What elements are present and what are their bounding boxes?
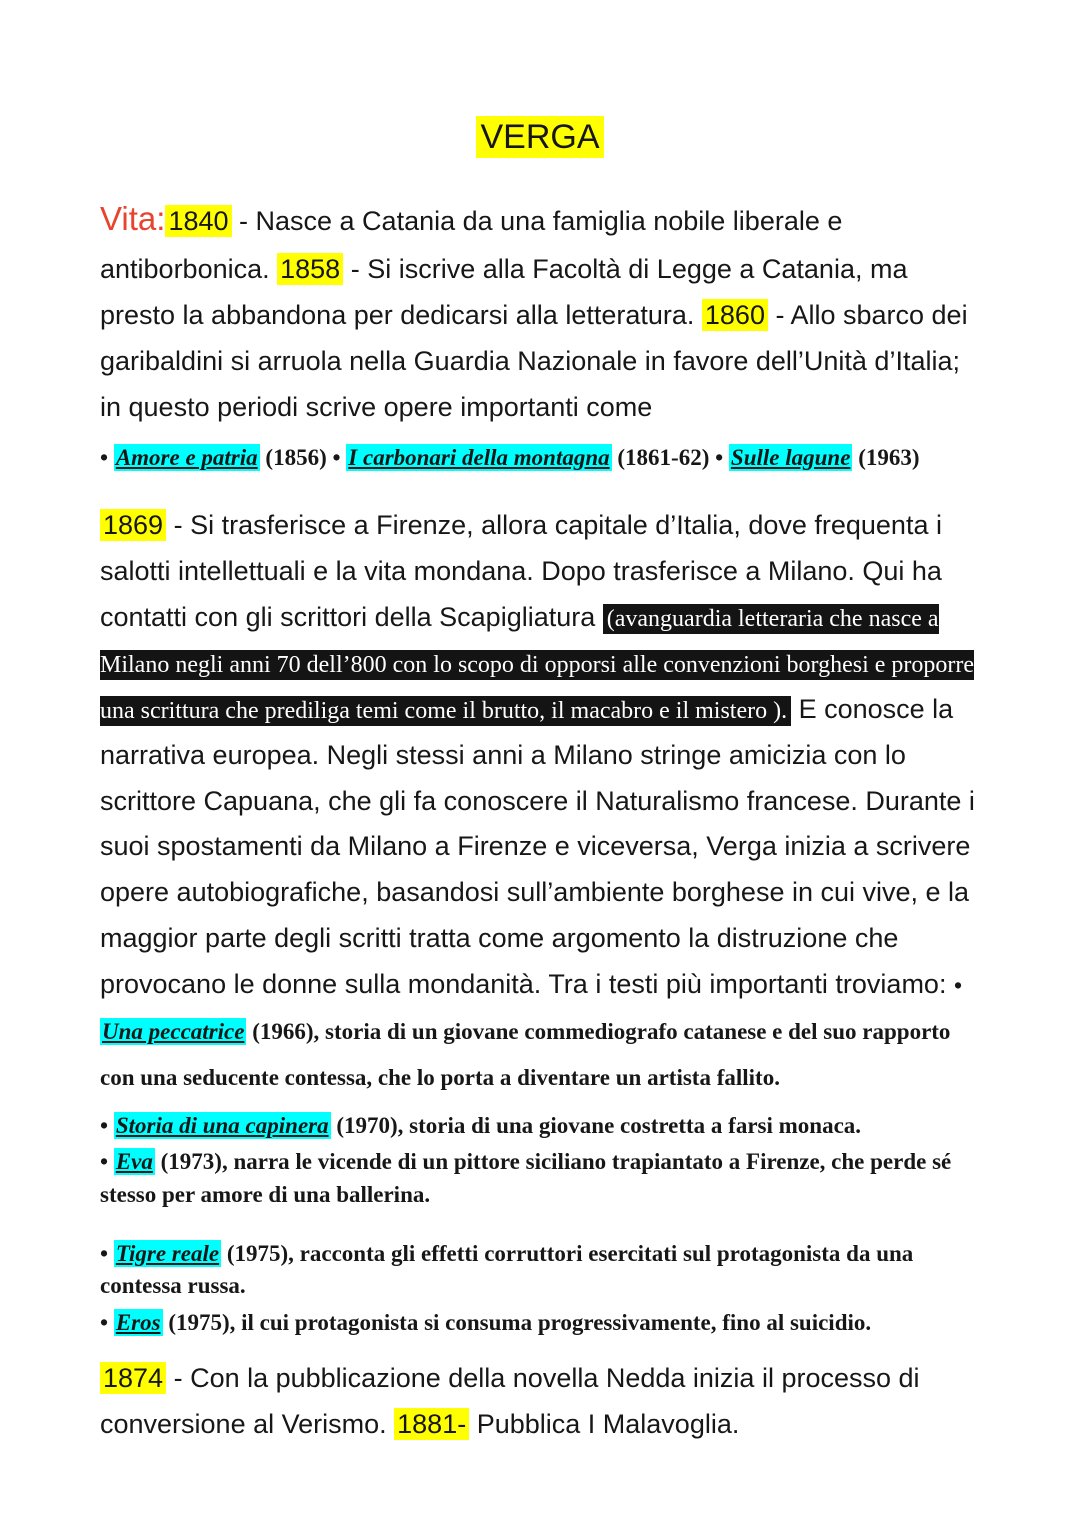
detail-text: (1975), racconta gli effetti corruttori esercitati sul protagonista da una contessa russa.	[100, 1240, 914, 1299]
work-title-highlight: Tigre reale	[115, 1240, 220, 1266]
detail-text: (1975), il cui protagonista si consuma progressivamente, fino al suicidio.	[162, 1310, 872, 1336]
work-title-highlight: Eva	[115, 1149, 153, 1175]
body-text: Pubblica I Malavoglia.	[469, 1408, 740, 1439]
paragraph-vita	[100, 191, 980, 431]
year-highlight: 1840	[165, 205, 231, 237]
work-title-highlight: Una peccatrice	[102, 1018, 245, 1044]
bullet-eva	[100, 1146, 980, 1211]
year-highlight: 1860	[702, 299, 768, 331]
body-text: - Nasce a Catania da una famiglia nobile liberale e antiborbonica.	[100, 206, 843, 285]
early-works-list	[100, 441, 980, 476]
body-text: E conosce la narrativa europea. Negli stessi anni a Milano stringe amicizia con lo scrittore Capuana, che gli fa conoscere il Naturalismo francese. Durante i suoi spostamenti da Milano a Firenze e viceversa, Verga inizia a scrivere opere autobiografiche, basandosi sull’ambiente borghese in cui vive, e la maggior parte degli scritti tratta come argomento la distruzione che provocano le donne sulla mondanità. Tra i testi più importanti troviamo:	[100, 693, 975, 1000]
body-text: - Con la pubblicazione della novella Nedda inizia il processo di conversione al Verismo.	[100, 1362, 920, 1439]
year-highlight: 1858	[277, 253, 343, 285]
detail-text: •	[100, 1240, 114, 1266]
body-text: - Allo sbarco dei garibaldini si arruola nella Guardia Nazionale in favore dell’Unità d’Italia; in questo periodi scrive opere importanti come	[100, 299, 968, 422]
page-title	[100, 118, 980, 157]
year-highlight: 1881-	[394, 1408, 469, 1440]
paragraph-verismo	[100, 1356, 980, 1448]
body-text: - Si trasferisce a Firenze, allora capitale d’Italia, dove frequenta i salotti intellettuali e la vita mondana. Dopo trasferisce a Milano. Qui ha contatti con gli scrittori della Scapigliatura	[100, 510, 942, 632]
detail-text: (1856) •	[259, 444, 347, 470]
bullet-storia-di-una-capinera	[100, 1110, 980, 1143]
paragraph-florence-milan	[100, 503, 980, 1100]
work-title-highlight: Sulle lagune	[730, 444, 851, 470]
detail-text: (1861-62) •	[611, 444, 729, 470]
body-text: - Si iscrive alla Facoltà di Legge a Catania, ma presto la abbandona per dedicarsi alla letteratura.	[100, 254, 908, 330]
detail-text: (1973), narra le vicende di un pittore siciliano trapiantato a Firenze, che perde sé stesso per amore di una ballerina.	[100, 1149, 952, 1208]
year-highlight: 1874	[100, 1362, 166, 1394]
work-title-highlight: Amore e patria	[115, 444, 258, 470]
bullet-tigre-reale	[100, 1238, 980, 1303]
work-title-highlight: I carbonari della montagna	[348, 444, 610, 470]
year-highlight: 1869	[100, 509, 166, 541]
title-highlight: VERGA	[476, 116, 603, 158]
detail-text: •	[100, 1310, 114, 1336]
bullet-eros	[100, 1307, 980, 1340]
work-title-highlight: Storia di una capinera	[115, 1112, 329, 1138]
detail-text: (1963)	[852, 444, 920, 470]
work-title-highlight: Eros	[115, 1310, 161, 1336]
detail-text: (1966), storia di un giovane commediografo catanese e del suo rapporto con una seducente contessa, che lo porta a diventare un artista fallito.	[100, 1018, 951, 1090]
detail-text: (1970), storia di una giovane costretta a farsi monaca.	[330, 1112, 862, 1138]
detail-text: •	[100, 1149, 114, 1175]
vita-label: Vita:	[100, 200, 166, 237]
detail-text: •	[100, 1112, 114, 1138]
document-body	[100, 118, 980, 1447]
detail-text: •	[100, 444, 114, 470]
detail-text: •	[953, 973, 963, 999]
definition-highlight: (avanguardia letteraria che nasce a Milano negli anni 70 dell’800 con lo scopo di opporsi alle convenzioni borghesi e proporre una scrittura che prediliga temi come il brutto, il macabro e il mistero ).	[100, 605, 975, 724]
